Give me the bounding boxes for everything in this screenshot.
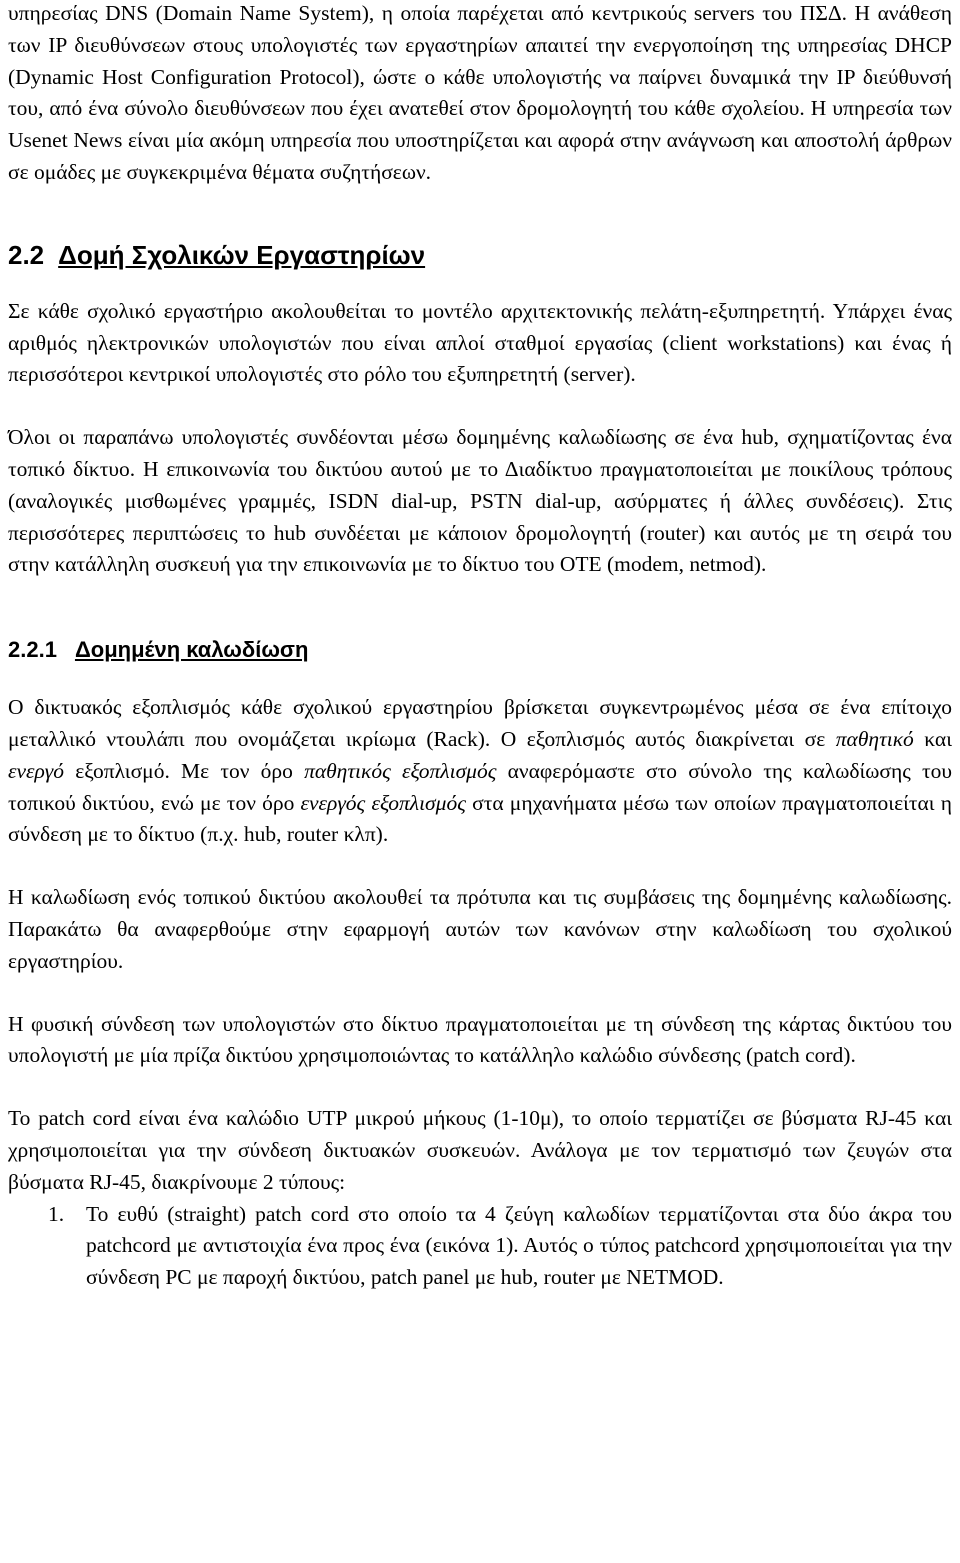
cabling-text-3: εξοπλισμό. Με τον όρο <box>64 758 305 783</box>
cabling-text-2: και <box>913 726 952 751</box>
intro-paragraph: υπηρεσίας DNS (Domain Name System), η οποία παρέχεται από κεντρικούς servers του ΠΣΔ. Η ανάθεση των IP διευθύνσεων στους υπολογιστές των εργαστηρίων απαιτεί την ενεργοποίηση της υπηρεσίας DHCP (Dynamic Host Configuration Protocol), ώστε ο κάθε υπολογιστής να παίρνει δυναμικά την IP διεύθυνσή του, από ένα σύνολο διευθύνσεων που έχει ανατεθεί στον δρομολογητή του κάθε σχολείου. Η υπηρεσία των Usenet News είναι μία ακόμη υπηρεσία που υποστηρίζεται και αφορά στην ανάγνωση και αποστολή άρθρων σε ομάδες με συγκεκριμένα θέματα συζητήσεων. <box>8 1 952 184</box>
passive-equipment-term: παθητικός εξοπλισμός <box>304 758 497 783</box>
cabling-paragraph-2: Η καλωδίωση ενός τοπικού δικτύου ακολουθεί τα πρότυπα και τις συμβάσεις της δομημένης καλωδίωσης. Παρακάτω θα αναφερθούμε στην εφαρμογή αυτών των κανόνων στην καλωδίωση του σχολικού εργαστηρίου. <box>8 885 952 973</box>
subsection-heading <box>8 634 952 666</box>
cabling-text-5: στα μηχανήματα μέσω των οποίων πραγματοποιείται η σύνδεση με το δίκτυο (π.χ. hub, router κλπ). <box>8 790 953 847</box>
section-number: 2.2 <box>8 239 45 270</box>
cabling-paragraph-4: Το patch cord είναι ένα καλώδιο UTP μικρού μήκους (1-10μ), το οποίο τερματίζει σε βύσματα RJ-45 και χρησιμοποιείται για την σύνδεση δικτυακών συσκευών. Ανάλογα με τον τερματισμό των ζευγών στα βύσματα RJ-45, διακρίνουμε 2 τύπους: <box>8 1106 952 1194</box>
structure-paragraph-2: Όλοι οι παραπάνω υπολογιστές συνδέονται μέσω δομημένης καλωδίωσης σε ένα hub, σχηματίζοντας ένα τοπικό δίκτυο. Η επικοινωνία του δικτύου αυτού με το Διαδίκτυο πραγματοποιείται με ποικίλους τρόπους (αναλογικές μισθωμένες γραμμές, ISDN dial-up, PSTN dial-up, ασύρματες ή άλλες συνδέσεις). Στις περισσότερες περιπτώσεις το hub συνδέεται με κάποιον δρομολογητή (router) και αυτός με τη σειρά του στην κατάλληλη συσκευή για την επικοινωνία με το δίκτυο του ΟΤΕ (modem, netmod). <box>8 425 952 577</box>
list-item-number: 1. <box>48 1201 65 1226</box>
active-equipment-term: ενεργός εξοπλισμός <box>300 790 466 815</box>
document-page <box>8 0 952 1294</box>
list-item <box>8 1199 952 1294</box>
passive-term: παθητικό <box>835 726 914 751</box>
cabling-paragraph-1 <box>8 692 952 851</box>
list-item-text: Το ευθύ (straight) patch cord στο οποίο τα 4 ζεύγη καλωδίων τερματίζονται στα δύο άκρα του patchcord με αντιστοιχία ένα προς ένα (εικόνα 1). Αυτός ο τύπος patchcord χρησιμοποιείται για την σύνδεση PC με παροχή δικτύου, patch panel με hub, router με NETMOD. <box>86 1201 952 1290</box>
subsection-title: Δομημένη καλωδίωση <box>74 637 309 663</box>
structure-paragraph-1: Σε κάθε σχολικό εργαστήριο ακολουθείται το μοντέλο αρχιτεκτονικής πελάτη-εξυπηρετητή. Υπάρχει ένας αριθμός ηλεκτρονικών υπολογιστών που είναι απλοί σταθμοί εργασίας (client workstations) και ένας ή περισσότεροι κεντρικοί υπολογιστές στο ρόλο του εξυπηρετητή (server). <box>8 298 952 387</box>
section-heading <box>8 238 952 272</box>
subsection-number: 2.2.1 <box>8 637 57 663</box>
section-title: Δομή Σχολικών Εργαστηρίων <box>58 239 426 270</box>
patch-cord-types-list <box>8 1199 952 1294</box>
cabling-text-1: Ο δικτυακός εξοπλισμός κάθε σχολικού εργαστηρίου βρίσκεται συγκεντρωμένος μέσα σε ένα επίτοιχο μεταλλικό ντουλάπι που ονομάζεται ικρίωμα (Rack). Ο εξοπλισμός αυτός διακρίνεται σε <box>8 695 952 751</box>
cabling-text-4: αναφερόμαστε στο σύνολο της καλωδίωσης του τοπικού δικτύου, ενώ με τον όρο <box>8 758 952 815</box>
active-term: ενεργό <box>8 758 65 783</box>
cabling-paragraph-3: Η φυσική σύνδεση των υπολογιστών στο δίκτυο πραγματοποιείται με τη σύνδεση της κάρτας δικτύου του υπολογιστή με μία πρίζα δικτύου χρησιμοποιώντας το κατάλληλο καλώδιο σύνδεσης (patch cord). <box>8 1011 952 1068</box>
